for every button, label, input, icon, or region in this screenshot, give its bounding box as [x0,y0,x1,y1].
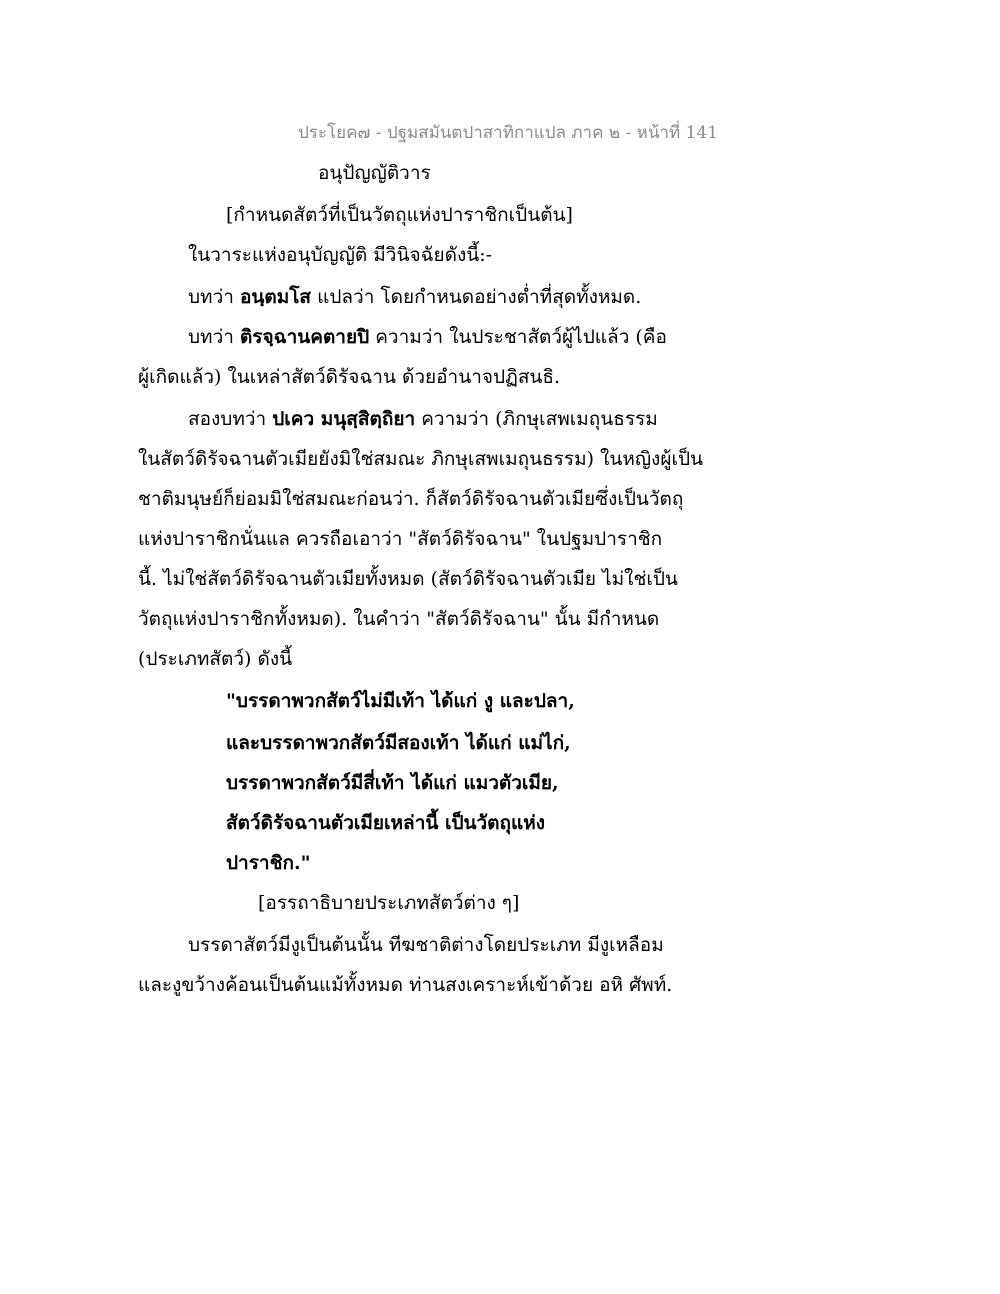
running-header: ประโยค๗ - ปฐมสมันตปาสาทิกาแปล ภาค ๒ - หน้าที่ 141 [298,123,719,143]
paragraph-line: แห่งปาราชิกนั่นแล ควรถือเอาว่า "สัตว์ดิรัจฉาน" ในปฐมปาราชิก [138,528,663,550]
term-prefix: สองบทว่า [188,408,273,430]
term-definition: ความว่า ในประชาสัตว์ผู้ไปแล้ว (คือ [369,326,667,348]
term-paragraph-1 [188,284,641,310]
section-title: อนุปัญญัติวาร [318,162,431,184]
pali-term: ปเคว มนุสฺสิตฺถิยา [272,408,416,430]
subsection-title: [อรรถาธิบายประเภทสัตว์ต่าง ๆ] [258,892,520,914]
verse-line: และบรรดาพวกสัตว์มีสองเท้า ได้แก่ แม่ไก่, [226,732,571,754]
paragraph-line: และงูขว้างค้อนเป็นต้นแม้ทั้งหมด ท่านสงเคราะห์เข้าด้วย อหิ ศัพท์. [138,974,673,996]
pali-term: อนฺตมโส [239,286,312,308]
verse-line: ปาราชิก." [226,852,311,874]
section-subtitle: [กำหนดสัตว์ที่เป็นวัตถุแห่งปาราชิกเป็นต้น] [226,204,573,226]
verse-line: บรรดาพวกสัตว์มีสี่เท้า ได้แก่ แมวตัวเมีย, [226,772,559,794]
verse-line: สัตว์ดิรัจฉานตัวเมียเหล่านี้ เป็นวัตถุแห่ง [226,812,546,834]
pali-term: ติรจฺฉานคตายปิ [239,326,370,348]
term-prefix: บทว่า [188,286,240,308]
paragraph-line: (ประเภทสัตว์) ดังนี้ [138,648,293,670]
verse-line: "บรรดาพวกสัตว์ไม่มีเท้า ได้แก่ งู และปลา, [226,690,575,712]
intro-paragraph: ในวาระแห่งอนุบัญญัติ มีวินิจฉัยดังนี้:- [188,244,493,266]
paragraph-line: ในสัตว์ดิรัจฉานตัวเมียยังมิใช่สมณะ ภิกษุเสพเมถุนธรรม) ในหญิงผู้เป็น [138,448,703,470]
term-paragraph-2 [188,324,667,350]
paragraph-line: นี้. ไม่ใช่สัตว์ดิรัจฉานตัวเมียทั้งหมด (สัตว์ดิรัจฉานตัวเมีย ไม่ใช่เป็น [138,568,678,590]
paragraph-line: วัตถุแห่งปาราชิกทั้งหมด). ในคำว่า "สัตว์ดิรัจฉาน" นั้น มีกำหนด [138,608,660,630]
term-definition: ความว่า (ภิกษุเสพเมถุนธรรม [415,408,658,430]
term-definition: แปลว่า โดยกำหนดอย่างต่ำที่สุดทั้งหมด. [311,286,642,308]
term-prefix: บทว่า [188,326,240,348]
paragraph-line: ผู้เกิดแล้ว) ในเหล่าสัตว์ดิรัจฉาน ด้วยอำนาจปฏิสนธิ. [138,366,561,388]
paragraph-line: ชาติมนุษย์ก็ย่อมมิใช่สมณะก่อนว่า. ก็สัตว์ดิรัจฉานตัวเมียซึ่งเป็นวัตถุ [138,488,684,510]
paragraph-line: บรรดาสัตว์มีงูเป็นต้นนั้น ทีฆชาติต่างโดยประเภท มีงูเหลือม [188,934,664,956]
term-paragraph-3 [188,406,658,432]
